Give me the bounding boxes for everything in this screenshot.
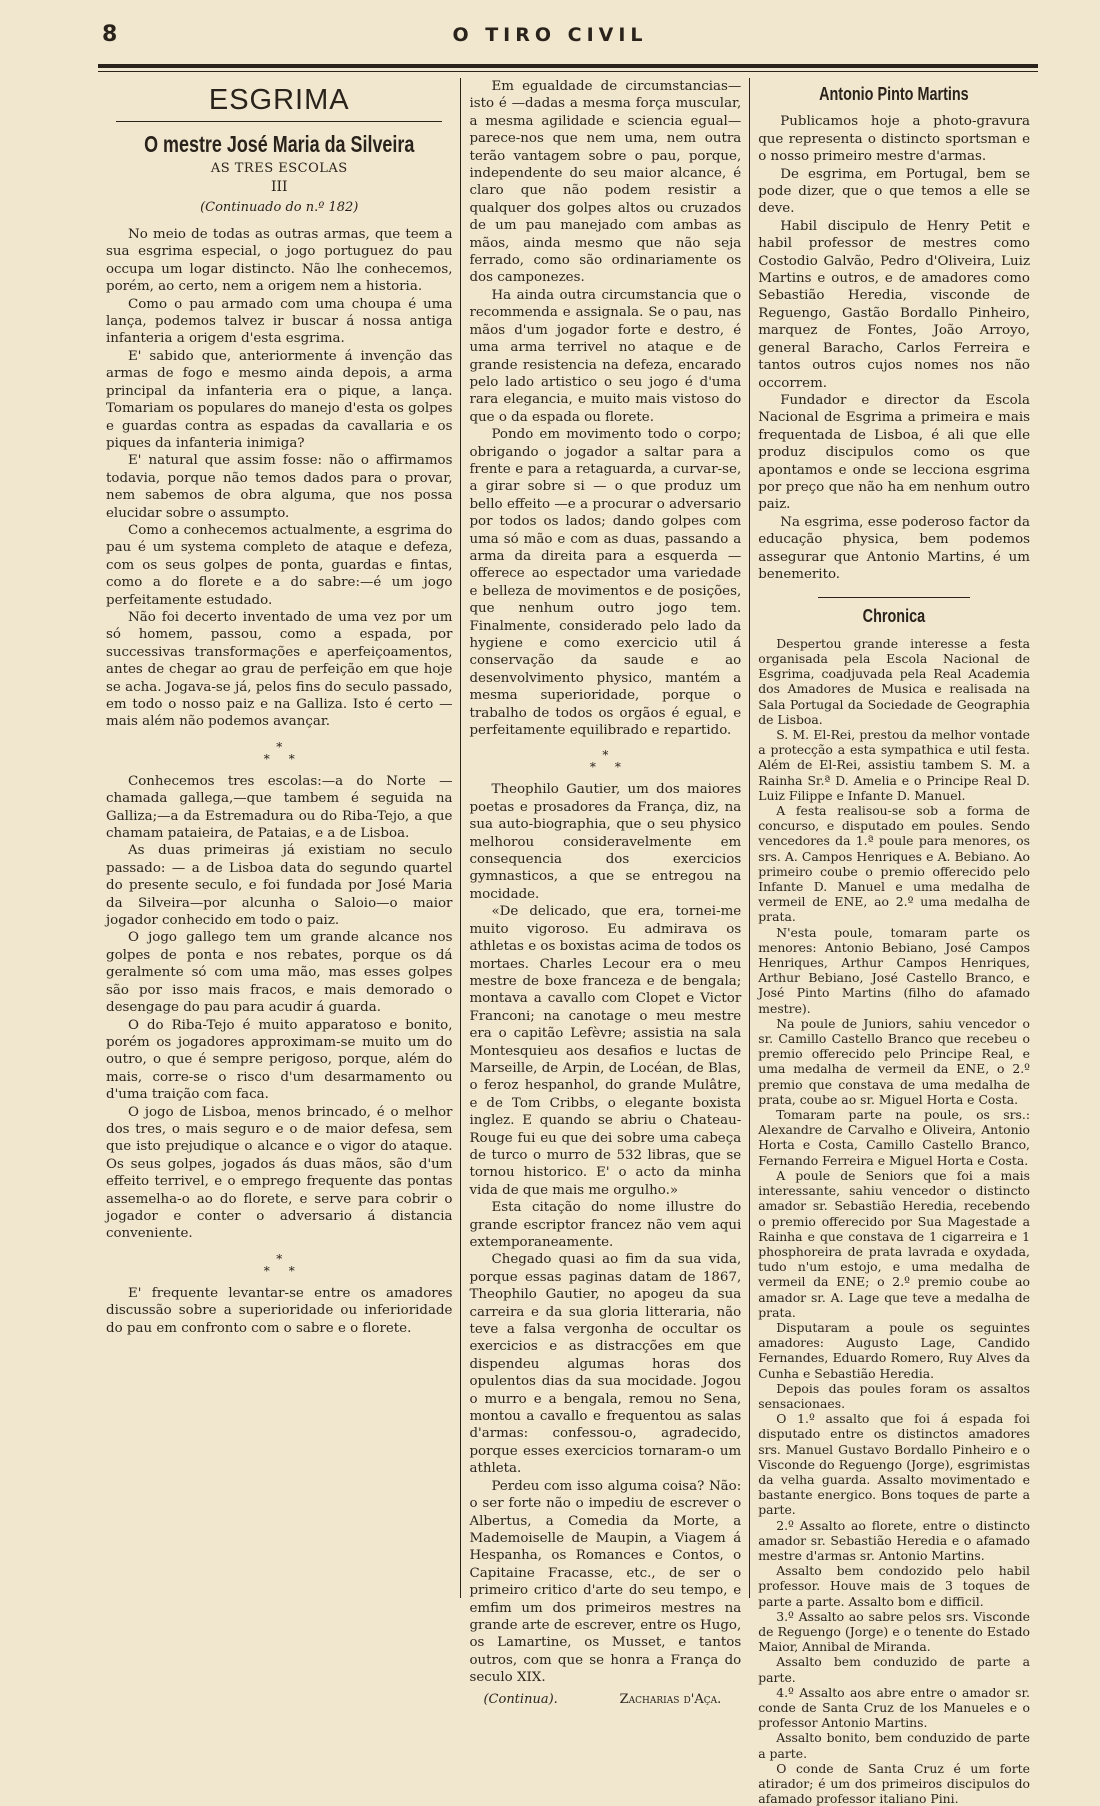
paragraph: Chegado quasi ao fim da sua vida, porque essas paginas datam de 1867, Theophilo Gautier, no apogeu da sua carreira e da sua gloria litteraria, não teve a falsa vergonha de occultar os exercicios e as distracções em que dispendeu algumas horas dos opulentos dias da sua mocidade. Jogou o murro e a bengala, remou no Sena, montou a cavallo e frequentou as salas d'armas: confessou-o, agradecido, porque esses exercicios tornaram-o um athleta. <box>469 1252 742 1477</box>
continued-note: (Continuado do n.º 182) <box>200 199 359 215</box>
masthead <box>40 22 1060 54</box>
paragraph: Na poule de Juniors, sahiu vencedor o sr. Camillo Castello Branco que recebeu o premio offerecido pelo Principe Real, e uma medalha de vermeil da ENE, o 2.º premio que constava de uma medalha de prata, coube ao sr. Miguel Horta e Costa. <box>758 1015 1030 1107</box>
paragraph: O conde de Santa Cruz é um forte atirador; é um dos primeiros discipulos do afamado professor italiano Pini. <box>758 1760 1030 1806</box>
paragraph: E' natural que assim fosse: não o affirmamos todavia, porque não temos dados para o provar, nem sabemos de obra alguma, que nos possa elucidar sobre o assumpto. <box>106 453 453 521</box>
paragraph: A festa realisou-se sob a forma de concurso, e disputado em poules. Sendo vencedores da 1.ª poule para menores, os srs. A. Campos Henriques e A. Bebiano. Ao primeiro coube o premio offerecido pelo Infante D. Manuel e uma medalha de vermeil de ENE, ao 2.º uma medalha de prata. <box>758 803 1030 925</box>
paragraph: Fundador e director da Escola Nacional de Esgrima a primeira e mais frequentada de Lisboa, é ali que elle produz discipulos como os que apontamos e onde se lecciona esgrima por preço que não ha em nenhum outro paiz. <box>758 392 1030 513</box>
paragraph: Theophilo Gautier, um dos maiores poetas e prosadores da França, diz, na sua auto-biographia, que o seu physico melhorou consideravelmente em consequencia dos exercicios gymnasticos, a que se entregou na mocidade. <box>469 782 742 902</box>
article-paragraphs <box>469 781 741 1686</box>
header-rule-thin <box>98 71 1038 72</box>
article-paragraphs <box>106 1285 452 1337</box>
paragraph: Disputaram a poule os seguintes amadores: Augusto Lage, Candido Fernandes, Eduardo Romero, Ruy Alves da Cunha e Sebastião Heredia. <box>758 1319 1030 1381</box>
paragraph: Ha ainda outra circumstancia que o recommenda e assignala. Se o pau, nas mãos d'um jogador forte e destro, é uma arma terrivel no ataque e de grande resistencia na defeza, encarado pelo lado artistico o seu jogo é d'uma rara elegancia, e muito mais vistoso do que o da espada ou florete. <box>469 287 742 425</box>
article-paragraphs <box>106 773 452 1243</box>
paragraph: E' sabido que, anteriormente á invenção das armas de fogo e mesmo ainda depois, a arma principal da infanteria era o pique, a lança. Tomariam os populares do manejo d'esta os golpes e guardas contra as espadas da cavallaria e os piques da infanteria inimiga? <box>106 348 453 451</box>
paragraph: «De delicado, que era, tornei-me muito vigoroso. Eu admirava os athletas e os boxistas acima de todos os mortaes. Charles Lecour era o meu mestre de boxe franceza e de bengala; montava a cavallo com Clopet e Victor Franconi; na canotage o meu mestre era o capitão Lefèvre; assistia na sala Montesquieu aos desafios e luctas de Marseille, de Arpin, de Locéan, de Blas, o feroz hespanhol, do grande Mulâtre, e de Tom Cribbs, o elegante boxista inglez. E quando se abriu o Chateau-Rouge fui eu que dei sobre uma cabeça de turco o murro de 532 libras, que se tornou historico. E' o acto da minha vida de que mais me orgulho.» <box>469 904 742 1198</box>
paragraph: Despertou grande interesse a festa organisada pela Escola Nacional de Esgrima, coadjuvada pela Real Academia dos Amadores de Musica e realisada na Sala Portugal da Sociedade de Geographia de Lisboa. <box>758 635 1030 727</box>
journal-title: O TIRO CIVIL <box>452 24 648 46</box>
paragraph: S. M. El-Rei, prestou da melhor vontade a protecção a esta sympathica e util festa. Além de El-Rei, assistiu tambem S. M. a Rainha Sr.ª D. Amelia e o Principe Real D. Luiz Filippe e Infante D. Manuel. <box>758 727 1030 803</box>
article-part: III <box>270 179 288 196</box>
section-separator: * * * <box>263 739 295 766</box>
paragraph: Pondo em movimento todo o corpo; obrigando o jogador a saltar para a frente e para a retaguarda, a curvar-se, a girar sobre si — o que produz um bello effeito —e a procurar o adversario por todos os lados; dando golpes com uma só mão e com as duas, passando a arma da direita para a esquerda — offerece ao espectador uma variedade e belleza de movimentos e de posições, que nenhum outro jogo tem. Finalmente, considerado pelo lado da hygiene e como exercicio util á conservação da saude e ao desenvolvimento physico, mantém a mesma superioridade, porque o trabalho de todos os orgãos é egual, e perfeitamente equilibrado e repartido. <box>469 427 742 739</box>
profile-paragraphs <box>758 113 1030 583</box>
paragraph: Como a conhecemos actualmente, a esgrima do pau é um systema completo de ataque e defeza, com os seus golpes de ponta, guardas e fintas, como a do florete e a do sabre:—é um jogo perfeitamente estudado. <box>106 522 453 608</box>
continua-note: (Continua). <box>483 1691 558 1707</box>
signature-line <box>469 1691 741 1708</box>
paragraph: Assalto bonito, bem conduzido de parte a parte. <box>758 1730 1030 1761</box>
paragraph: E' frequente levantar-se entre os amadores discussão sobre a superioridade ou inferioridade do pau em confronto com o sabre e o florete. <box>106 1285 453 1336</box>
article-title: O mestre José Maria da Silveira <box>144 131 415 158</box>
paragraph: Na esgrima, esse poderoso factor da educação physica, bem podemos assegurar que Antonio Martins, é um benemerito. <box>758 514 1030 582</box>
paragraph: Não foi decerto inventado de uma vez por um só homem, passou, como a espada, por successivas transformações e aperfeiçoamentos, antes de chegar ao grau de perfeição em que hoje se acha. Jogava-se já, pelos fins do seculo passado, em todo o nosso paiz e na Galliza. Isto é certo —mais além não podemos avançar. <box>106 609 453 730</box>
article-paragraphs <box>106 226 452 731</box>
paragraph: De esgrima, em Portugal, bem se pode dizer, que o que temos a elle se deve. <box>758 166 1030 217</box>
paragraph: Assalto bem condozido pelo habil professor. Houve mais de 3 toques de parte a parte. Assalto bom e difficil. <box>758 1563 1030 1609</box>
paragraph: O 1.º assalto que foi á espada foi disputado entre os distinctos amadores srs. Manuel Gustavo Bordallo Pinheiro e o Visconde do Reguengo (Jorge), esgrimistas da velha guarda. Assalto movimentado e bastante energico. Bons toques de parte a parte. <box>758 1411 1030 1518</box>
paragraph: Publicamos hoje a photo-gravura que representa o distincto sportsman e o nosso primeiro mestre d'armas. <box>758 114 1030 165</box>
profile-title: Antonio Pinto Martins <box>819 84 969 104</box>
paragraph: O do Riba-Tejo é muito apparatoso e bonito, porém os jogadores approximam-se muito um do outro, o que é sempre perigoso, porque, além do mais, corre-se o risco d'um desarmamento ou d'uma traição com faca. <box>106 1017 453 1103</box>
column-3 <box>749 78 1038 1806</box>
paragraph: No meio de todas as outras armas, que teem a sua esgrima especial, o jogo portuguez do pau occupa um logar distincto. Não lhe conhecemos, porém, ao certo, nem a origem nem a historia. <box>106 227 453 295</box>
header-rule-thick <box>98 64 1038 68</box>
chronica-title: Chronica <box>862 606 926 627</box>
section-rule <box>818 597 970 598</box>
paragraph: Esta citação do nome illustre do grande escriptor francez não vem aqui extemporaneamente. <box>469 1200 742 1250</box>
paragraph: N'esta poule, tomaram parte os menores: Antonio Bebiano, José Campos Henriques, Arthur Campos Henriques, Arthur Bebiano, José Castello Branco, e José Pinto Martins (filho do afamado mestre). <box>758 924 1030 1016</box>
page-number: 8 <box>102 22 118 47</box>
paragraph: A poule de Seniors que foi a mais interessante, sahiu vencedor o distincto amador sr. Sebastião Heredia, recebendo o premio offerecido por Sua Magestade a Rainha e que constava de 1 cigarreira e 1 phosphoreira de prata lavrada e oxydada, tudo n'um estojo, e uma medalha de vermeil da ENE; o 2.º premio coube ao amador sr. A. Lage que teve a medalha de prata. <box>758 1167 1030 1320</box>
paragraph: As duas primeiras já existiam no seculo passado: — a de Lisboa data do segundo quartel do presente seculo, e foi fundada por José Maria da Silveira—por alcunha o Saloio—o maior jogador conhecido em todo o paiz. <box>106 843 453 929</box>
section-heading: ESGRIMA <box>208 84 350 116</box>
chronica-paragraphs <box>758 636 1030 1806</box>
article-subtitle: AS TRES ESCOLAS <box>210 160 348 176</box>
columns <box>98 78 1038 1806</box>
paragraph: Perdeu com isso alguma coisa? Não: o ser forte não o impediu de escrever o Albertus, a Comedia da Morte, a Mademoiselle de Maupin, a Viagem á Hespanha, os Romances e Contos, o Capitaine Fracasse, etc., de ser o primeiro critico d'arte do seu tempo, e emfim um dos primeiros mestres na grande arte de escrever, entre os Hugo, os Lamartine, os Musset, e tantos outros, com que se honra a França do seculo XIX. <box>469 1478 742 1686</box>
paragraph: Conhecemos tres escolas:—a do Norte —chamada gallega,—que tambem é seguida na Galliza;—a da Estremadura ou do Riba-Tejo, a que chamam pataieira, de Pataias, e a de Lisboa. <box>106 773 453 842</box>
section-separator: * * * <box>263 1251 295 1278</box>
author-name: Zacharias d'Aça. <box>619 1691 722 1707</box>
column-2 <box>460 78 749 1707</box>
paragraph: Como o pau armado com uma choupa é uma lança, podemos talvez ir buscar á nossa antiga infanteria a origem d'esta esgrima. <box>106 296 453 347</box>
paragraph: Depois das poules foram os assaltos sensacionaes. <box>758 1380 1030 1411</box>
paragraph: Assalto bem conduzido de parte a parte. <box>758 1654 1030 1685</box>
column-1 <box>98 78 460 1598</box>
paragraph: Tomaram parte na poule, os srs.: Alexandre de Carvalho e Oliveira, Antonio Horta e Costa, Camillo Castello Branco, Fernando Ferreira e Miguel Horta e Costa. <box>758 1107 1030 1168</box>
paragraph: 4.º Assalto aos abre entre o amador sr. conde de Santa Cruz de los Manueles e o professor Antonio Martins. <box>758 1684 1030 1731</box>
paragraph: 2.º Assalto ao florete, entre o distincto amador sr. Sebastião Heredia e o afamado mestre d'armas sr. Antonio Martins. <box>758 1517 1030 1563</box>
paragraph: Habil discipulo de Henry Petit e habil professor de mestres como Costodio Galvão, Pedro d'Oliveira, Luiz Martins e outros, e de amadores como Sebastião Heredia, visconde de Reguengo, Gastão Bordallo Pinheiro, marquez de Fontes, João Arroyo, general Baracho, Carlos Ferreira e tantos outros cujos nomes nos não occorrem. <box>758 218 1030 391</box>
section-separator: * * * <box>589 748 621 775</box>
section-rule <box>116 121 442 122</box>
article-paragraphs <box>469 78 741 739</box>
paragraph: 3.º Assalto ao sabre pelos srs. Visconde de Reguengo (Jorge) e o tenente do Estado Maior, Annibal de Miranda. <box>758 1608 1030 1655</box>
paragraph: Em egualdade de circumstancias—isto é —dadas a mesma força muscular, a mesma agilidade e sciencia egual—parece-nos que nem uma, nem outra terão vantagem sobre o pau, porque, independente do seu maior alcance, é claro que não podem resistir a qualquer dos golpes altos ou cruzados de um pau manejado com ambas as mãos, ainda mesmo que não seja ferrado, como são ordinariamente os dos camponezes. <box>469 79 742 286</box>
paragraph: O jogo de Lisboa, menos brincado, é o melhor dos tres, o mais seguro e o de maior defesa, sem que isto prejudique o alcance e o vigor do ataque. Os seus golpes, jogados ás duas mãos, são d'um effeito terrivel, e o emprego frequente das pontas assemelha-o ao do florete, e serve para cobrir o jogador e conter o adversario á distancia conveniente. <box>106 1104 453 1242</box>
paragraph: O jogo gallego tem um grande alcance nos golpes de ponta e nos rebates, porque os dá geralmente só com uma mão, mas esses golpes são por isso mais fracos, e mais demorado o desengage do pau para acudir á guarda. <box>106 930 453 1016</box>
